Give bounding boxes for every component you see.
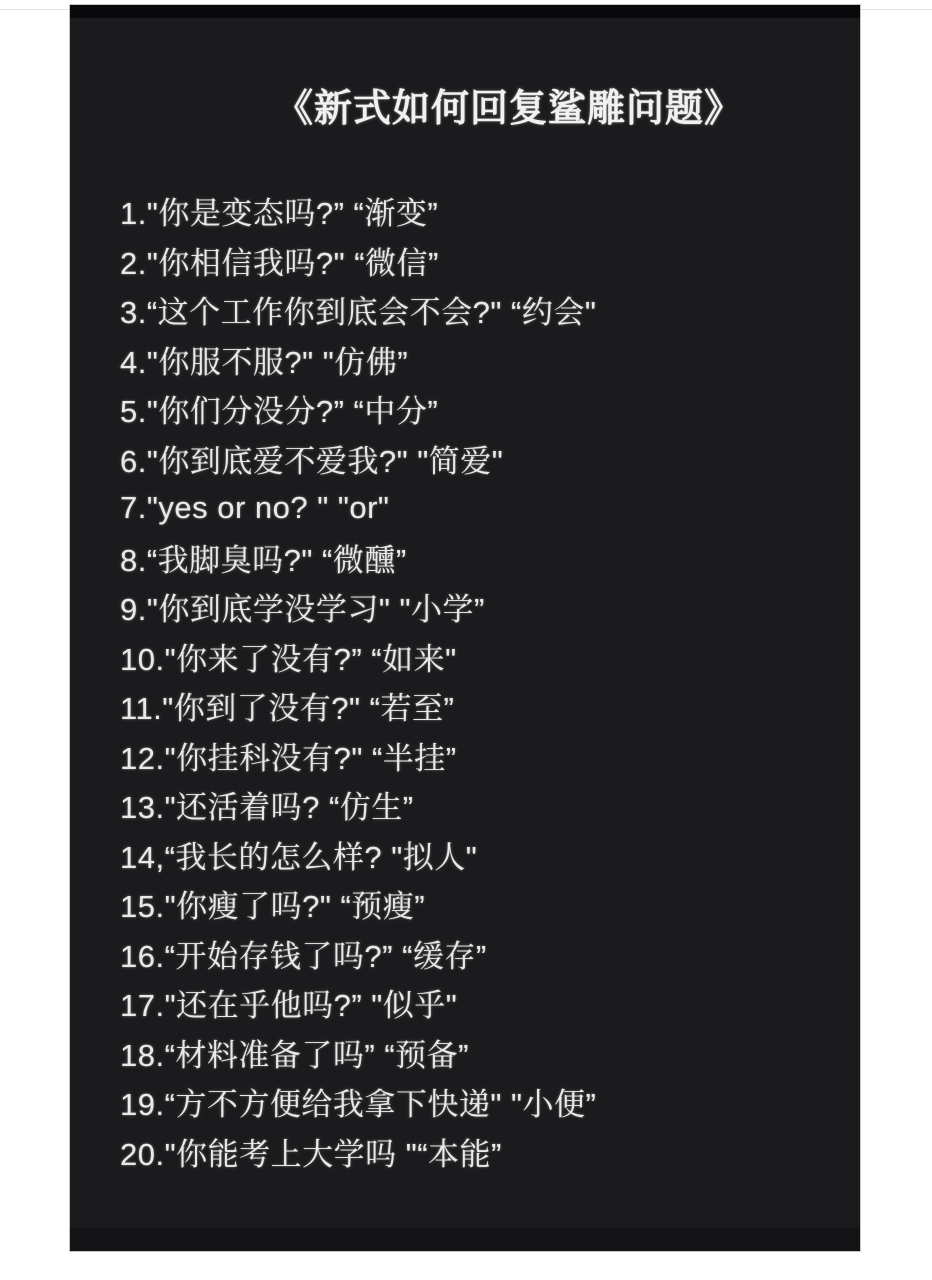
list-item: 20."你能考上大学吗 "“本能”	[120, 1136, 502, 1172]
list-item: 16.“开始存钱了吗?” “缓存”	[120, 938, 487, 974]
list-item: 2."你相信我吗?" “微信”	[120, 245, 439, 281]
list-item: 19.“方不方便给我拿下快递" "小便”	[120, 1087, 597, 1123]
list-item: 9."你到底学没学习" "小学”	[120, 592, 485, 628]
list-item: 1."你是变态吗?” “渐变”	[120, 196, 439, 232]
meme-list	[120, 186, 850, 1176]
list-item: 3.“这个工作你到底会不会?" “约会"	[120, 295, 597, 331]
list-item: 7."yes or no? " "or"	[120, 489, 390, 525]
list-item: 4."你服不服?" "仿佛”	[120, 344, 409, 380]
list-item: 14,“我长的怎么样? "拟人"	[120, 839, 478, 875]
list-item: 15."你瘦了吗?" “预瘦”	[120, 889, 426, 925]
list-item: 13."还活着吗? “仿生”	[120, 790, 414, 826]
meme-title: 《新式如何回复鲨雕问题》	[274, 88, 743, 130]
list-item: 12."你挂科没有?" “半挂”	[120, 740, 457, 776]
list-item: 10."你来了没有?” “如来"	[120, 641, 457, 677]
list-item: 17."还在乎他吗?” "似乎"	[120, 988, 458, 1024]
list-item: 5."你们分没分?” “中分”	[120, 394, 439, 430]
meme-image	[70, 5, 860, 1251]
list-item: 6."你到底爱不爱我?" "简爱"	[120, 443, 504, 479]
list-item: 11."你到了没有?" “若至”	[120, 691, 455, 727]
top-letterbox-strip	[70, 5, 860, 18]
bottom-letterbox-strip	[70, 1228, 860, 1251]
list-item: 8.“我脚臭吗?" “微醺”	[120, 542, 407, 578]
list-item: 18.“材料准备了吗” “预备”	[120, 1037, 469, 1073]
